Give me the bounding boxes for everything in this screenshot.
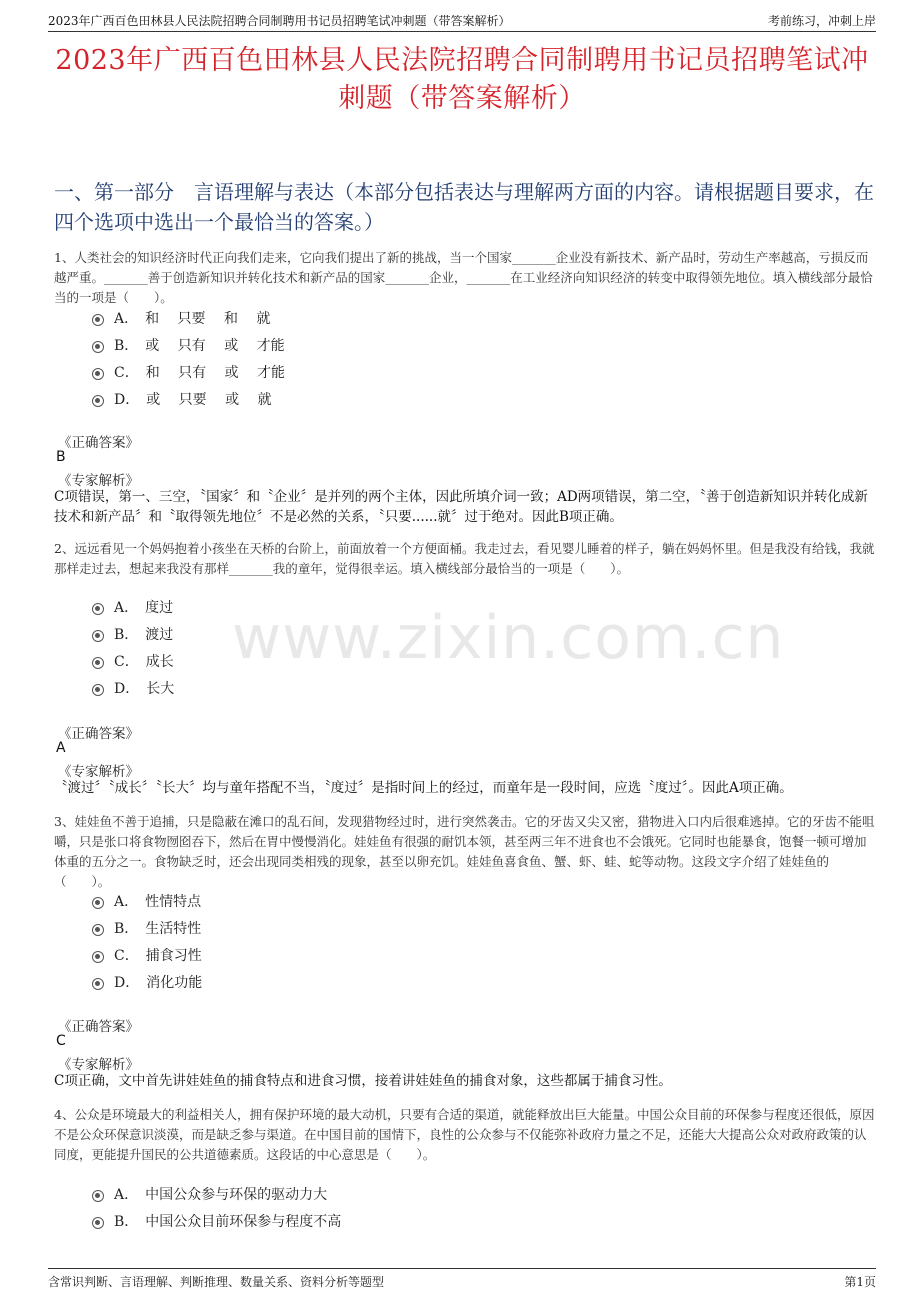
option-label: B． 中国公众目前环保参与程度不高 bbox=[114, 1214, 342, 1230]
radio-icon[interactable] bbox=[92, 603, 104, 615]
option-label: B． 渡过 bbox=[114, 627, 174, 643]
answer-label: 《正确答案》 bbox=[58, 726, 139, 742]
radio-icon[interactable] bbox=[92, 1217, 104, 1229]
explanation-label: 《专家解析》 bbox=[58, 1057, 139, 1073]
option-label: A． 性情特点 bbox=[114, 894, 202, 910]
document-title: 2023年广西百色田林县人民法院招聘合同制聘用书记员招聘笔试冲刺题（带答案解析） bbox=[55, 45, 869, 114]
explanation-label: 《专家解析》 bbox=[58, 764, 139, 780]
radio-icon[interactable] bbox=[92, 978, 104, 990]
section-heading: 一、第一部分 言语理解与表达（本部分包括表达与理解两方面的内容。请根据题目要求，在四个选项中选出一个最恰当的答案。） bbox=[54, 180, 874, 234]
answer-value: A bbox=[56, 740, 66, 756]
radio-icon[interactable] bbox=[92, 924, 104, 936]
page-footer bbox=[48, 1268, 876, 1292]
radio-icon[interactable] bbox=[92, 368, 104, 380]
answer-label: 《正确答案》 bbox=[58, 1019, 139, 1035]
option-label: A． 中国公众参与环保的驱动力大 bbox=[114, 1187, 328, 1203]
question-text: 1、人类社会的知识经济时代正向我们走来，它向我们提出了新的挑战，当一个国家_______企业没有新技术、新产品时，劳动生产率越高，亏损反而越严重。_______善于创造新知识并转化技术和新产品的国家_______企业，_______在工业经济向知识经济的转变中取得领先地位。填入横线部分最恰当的一项是（ ）。 bbox=[54, 250, 873, 305]
question-text: 2、远远看见一个妈妈抱着小孩坐在天桥的台阶上，前面放着一个方便面桶。我走过去，看见婴儿睡着的样子，躺在妈妈怀里。但是我没有给钱，我就那样走过去，想起来我没有那样_______我的童年，觉得很幸运。填入横线部分最恰当的一项是（ ）。 bbox=[54, 541, 875, 576]
answer-value: C bbox=[56, 1033, 66, 1049]
radio-icon[interactable] bbox=[92, 1190, 104, 1202]
radio-icon[interactable] bbox=[92, 341, 104, 353]
option-label: D． 或 只要 或 就 bbox=[114, 392, 272, 408]
explanation-label: 《专家解析》 bbox=[58, 473, 139, 489]
page-number: 第1页 bbox=[844, 1275, 876, 1289]
radio-icon[interactable] bbox=[92, 657, 104, 669]
question-text: 4、公众是环境最大的利益相关人，拥有保护环境的最大动机，只要有合适的渠道，就能释放出巨大能量。中国公众目前的环保参与程度还很低，原因不是公众环保意识淡漠，而是缺乏参与渠道。在中国目前的国情下，良性的公众参与不仅能弥补政府力量之不足，还能大大提高公众对政府政策的认同度，更能提升国民的公共道德素质。这段话的中心意思是（ ）。 bbox=[54, 1107, 875, 1162]
page-header bbox=[48, 10, 876, 32]
option-label: A． 度过 bbox=[114, 600, 174, 616]
header-doc-title: 2023年广西百色田林县人民法院招聘合同制聘用书记员招聘笔试冲刺题（带答案解析） bbox=[48, 14, 511, 28]
radio-icon[interactable] bbox=[92, 897, 104, 909]
radio-icon[interactable] bbox=[92, 630, 104, 642]
explanation-text: C项错误，第一、三空，〝国家〞和〝企业〞是并列的两个主体，因此所填介词一致；AD两项错误，第二空，〝善于创造新知识并转化成新技术和新产品〞和〝取得领先地位〞不是必然的关系，〝只要......就〞过于绝对。因此B项正确。 bbox=[54, 489, 868, 525]
explanation-text: 〝渡过〞〝成长〞〝长大〞均与童年搭配不当，〝度过〞是指时间上的经过，而童年是一段时间，应选〝度过〞。因此A项正确。 bbox=[54, 780, 793, 796]
watermark: www.zixin.com.cn bbox=[232, 603, 785, 673]
header-slogan: 考前练习，冲刺上岸 bbox=[767, 14, 876, 28]
radio-icon[interactable] bbox=[92, 314, 104, 326]
option-label: D． 长大 bbox=[114, 681, 175, 697]
option-label: C． 捕食习性 bbox=[114, 948, 202, 964]
question-text: 3、娃娃鱼不善于追捕，只是隐蔽在滩口的乱石间，发现猎物经过时，进行突然袭击。它的牙齿又尖又密，猎物进入口内后很难逃掉。它的牙齿不能咀嚼，只是张口将食物囫囵吞下，然后在胃中慢慢消化。娃娃鱼有很强的耐饥本领，甚至两三年不进食也不会饿死。它同时也能暴食，饱餐一顿可增加体重的五分之一。食物缺乏时，还会出现同类相残的现象，甚至以卵充饥。娃娃鱼喜食鱼、蟹、虾、蛙、蛇等动物。这段文字介绍了娃娃鱼的（ ）。 bbox=[54, 814, 875, 889]
answer-value: B bbox=[56, 449, 66, 465]
option-label: C． 和 只有 或 才能 bbox=[114, 365, 286, 381]
option-label: B． 或 只有 或 才能 bbox=[114, 338, 285, 354]
answer-label: 《正确答案》 bbox=[58, 435, 139, 451]
radio-icon[interactable] bbox=[92, 951, 104, 963]
explanation-text: C项正确，文中首先讲娃娃鱼的捕食特点和进食习惯，接着讲娃娃鱼的捕食对象，这些都属于捕食习性。 bbox=[54, 1073, 672, 1089]
option-label: D． 消化功能 bbox=[114, 975, 203, 991]
radio-icon[interactable] bbox=[92, 395, 104, 407]
radio-icon[interactable] bbox=[92, 684, 104, 696]
option-label: A． 和 只要 和 就 bbox=[114, 311, 271, 327]
footer-topics: 含常识判断、言语理解、判断推理、数量关系、资料分析等题型 bbox=[48, 1275, 385, 1289]
option-label: C． 成长 bbox=[114, 654, 174, 670]
option-label: B． 生活特性 bbox=[114, 921, 202, 937]
